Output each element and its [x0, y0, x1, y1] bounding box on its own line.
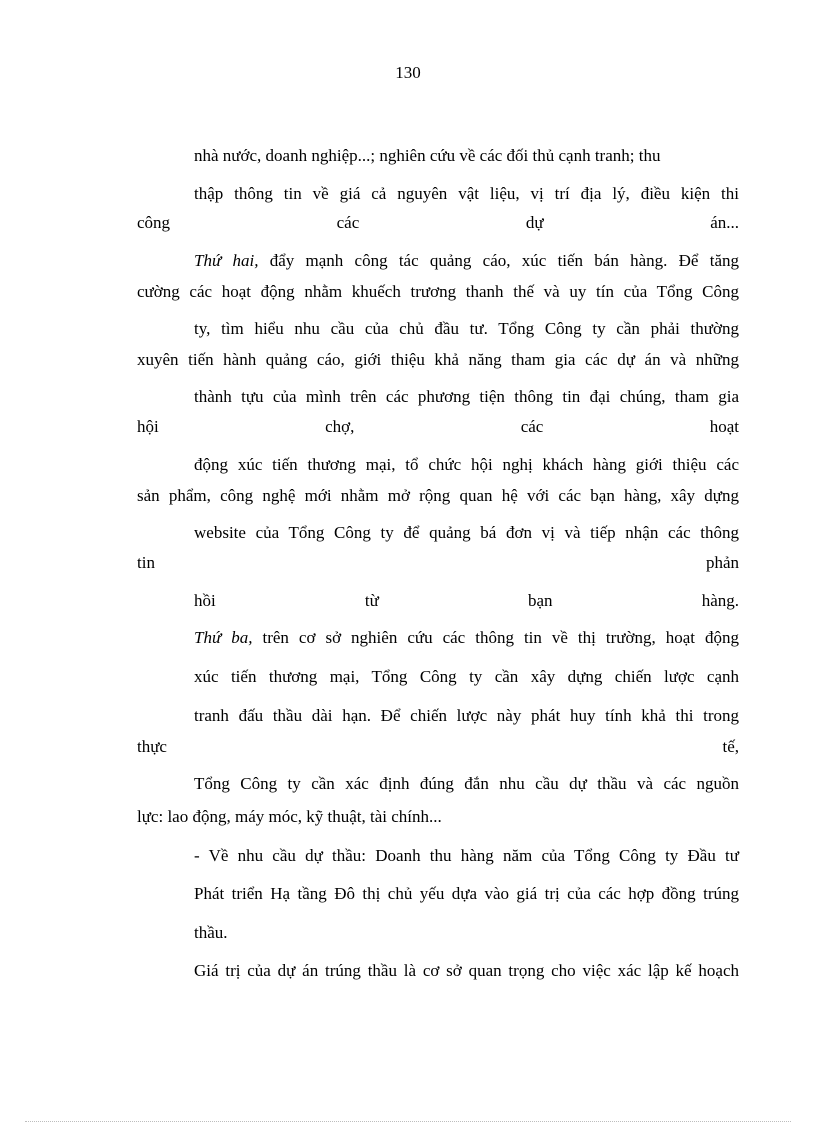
text-line: cường các hoạt động nhằm khuếch trương thanh thế và uy tín của Tổng Công — [137, 282, 739, 301]
text-line: xúc tiến thương mại, Tổng Công ty cần xây dựng chiến lược cạnh — [194, 667, 739, 686]
text-line: website của Tổng Công ty để quảng bá đơn vị và tiếp nhận các thông — [194, 523, 739, 542]
text-line-spaced: thực tế, — [137, 737, 739, 756]
text-line: lực: lao động, máy móc, kỹ thuật, tài chính... — [137, 807, 442, 826]
text-line: thầu. — [194, 923, 228, 942]
text-line: nhà nước, doanh nghiệp...; nghiên cứu về các đối thủ cạnh tranh; thu — [194, 146, 661, 165]
text-line: Phát triển Hạ tầng Đô thị chủ yếu dựa vào giá trị của các hợp đồng trúng — [194, 884, 739, 903]
text-line: Giá trị của dự án trúng thầu là cơ sở quan trọng cho việc xác lập kế hoạch — [194, 961, 739, 980]
page-number: 130 — [395, 63, 421, 82]
text-line: Thứ ba, trên cơ sở nghiên cứu các thông tin về thị trường, hoạt động — [194, 628, 739, 647]
text-line: xuyên tiến hành quảng cáo, giới thiệu khả năng tham gia các dự án và những — [137, 350, 739, 369]
text-line: ty, tìm hiểu nhu cầu của chủ đầu tư. Tổng Công ty cần phải thường — [194, 319, 739, 338]
page-bottom-rule — [25, 1121, 791, 1122]
text-line-spaced: tin phản — [137, 553, 739, 572]
text-line: - Về nhu cầu dự thầu: Doanh thu hàng năm của Tổng Công ty Đầu tư — [194, 846, 739, 865]
text-line: động xúc tiến thương mại, tổ chức hội nghị khách hàng giới thiệu các — [194, 455, 739, 474]
text-line: tranh đấu thầu dài hạn. Để chiến lược này phát huy tính khả thi trong — [194, 706, 739, 725]
text-line-spaced: hồi từ bạn hàng. — [194, 591, 739, 610]
emphasis-text: Thứ ba, — [194, 628, 253, 647]
text-line: sản phẩm, công nghệ mới nhằm mở rộng quan hệ với các bạn hàng, xây dựng — [137, 486, 739, 505]
text-line: Tổng Công ty cần xác định đúng đắn nhu cầu dự thầu và các nguồn — [194, 774, 739, 793]
text-line-spaced: công các dự án... — [137, 213, 739, 232]
emphasis-text: Thứ hai, — [194, 251, 259, 270]
text-line: thập thông tin về giá cả nguyên vật liệu, vị trí địa lý, điều kiện thi — [194, 184, 739, 203]
text-line: thành tựu của mình trên các phương tiện thông tin đại chúng, tham gia — [194, 387, 739, 406]
text-line-spaced: hội chợ, các hoạt — [137, 417, 739, 436]
text-line: Thứ hai, đẩy mạnh công tác quảng cáo, xúc tiến bán hàng. Để tăng — [194, 251, 739, 270]
